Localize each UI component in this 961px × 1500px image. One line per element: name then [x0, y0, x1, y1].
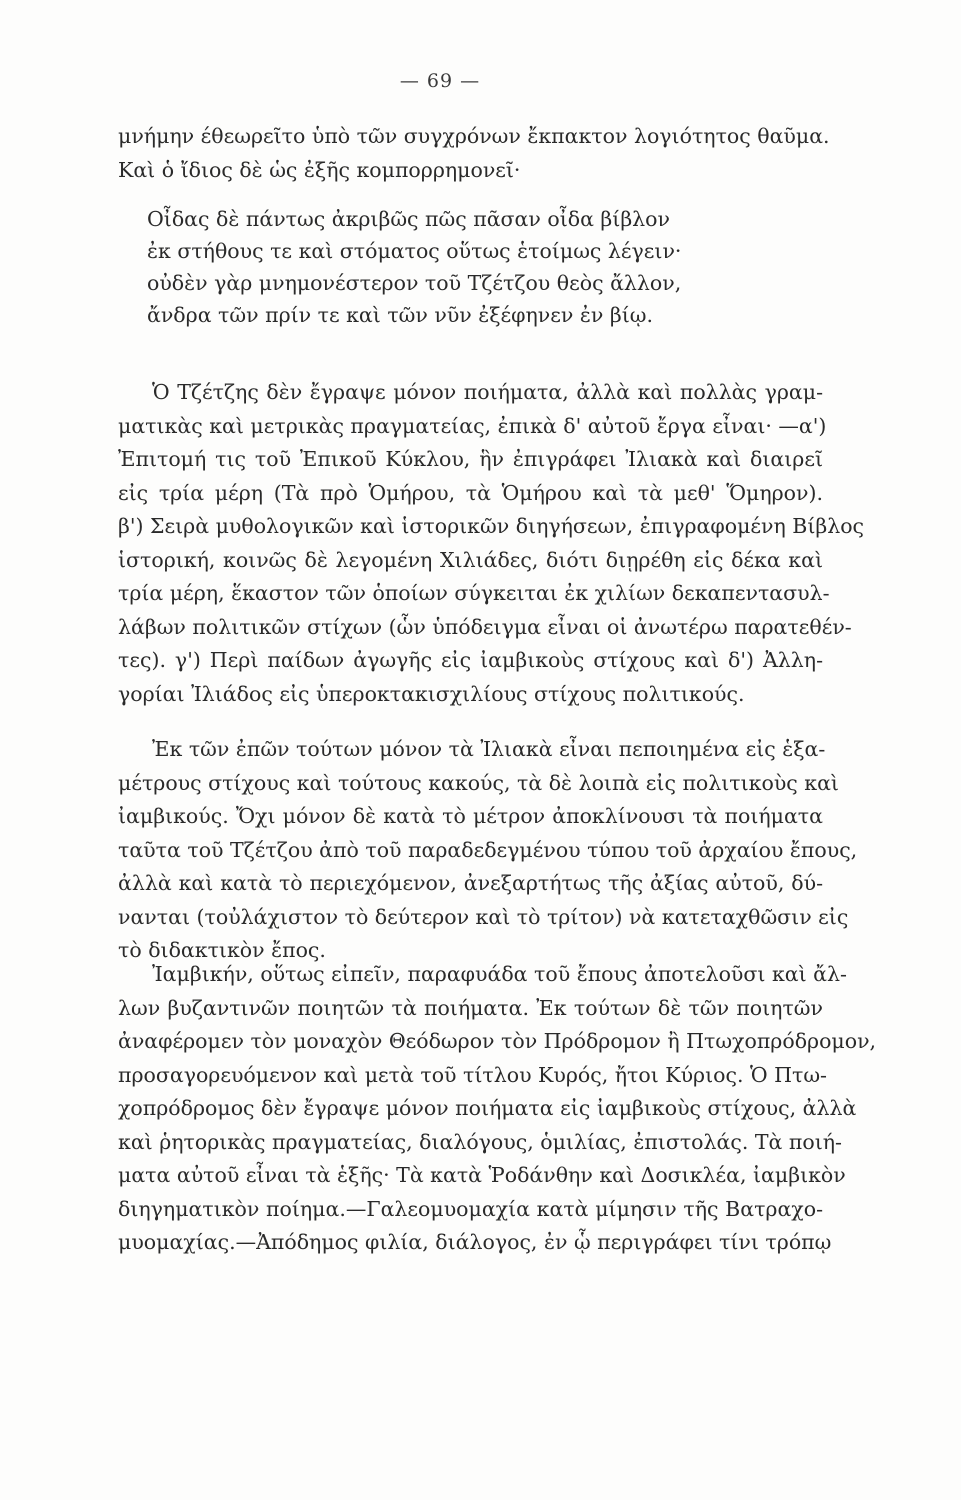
poem-line: ἐκ στήθους τε καὶ στόματος οὕτως ἑτοίμως λέγειν· — [147, 239, 682, 263]
text-line: ἀλλὰ καὶ κατὰ τὸ περιεχόμενον, ἀνεξαρτήτως τῆς ἀξίας αὐτοῦ, δύ- — [118, 871, 823, 895]
text-line: Ἐπιτομή τις τοῦ Ἐπικοῦ Κύκλου, ἣν ἐπιγράφει Ἰλιακὰ καὶ διαιρεῖ — [118, 447, 823, 471]
poem-line: ἄνδρα τῶν πρίν τε καὶ τῶν νῦν ἐξέφηνεν ἐν βίῳ. — [147, 303, 653, 327]
text-line: μυομαχίας.—Ἀπόδημος φιλία, διάλογος, ἐν ᾧ περιγράφει τίνι τρόπῳ — [118, 1230, 832, 1254]
paragraph-works-of-tzetzes — [118, 376, 865, 711]
text-line: Ἐκ τῶν ἐπῶν τούτων μόνον τὰ Ἰλιακὰ εἶναι πεποιημένα εἰς ἑξα- — [152, 737, 826, 761]
text-line: β') Σειρὰ μυθολογικῶν καὶ ἱστορικῶν διηγήσεων, ἐπιγραφομένη Βίβλος — [118, 514, 865, 538]
text-line: τὸ διδακτικὸν ἔπος. — [118, 938, 326, 962]
paragraph-intro — [118, 120, 830, 187]
text-line: νανται (τοὐλάχιστον τὸ δεύτερον καὶ τὸ τρίτον) νὰ κατεταχθῶσιν εἰς — [118, 904, 849, 929]
text-line: χοπρόδρομος δὲν ἔγραψε μόνον ποιήματα εἰς ἰαμβικοὺς στίχους, ἀλλὰ — [118, 1096, 857, 1120]
text-line: ἰαμβικούς. Ὄχι μόνον δὲ κατὰ τὸ μέτρον ἀποκλίνουσι τὰ ποιήματα — [118, 804, 823, 828]
quoted-poem — [147, 203, 727, 331]
text-line: λάβων πολιτικῶν στίχων (ὧν ὑπόδειγμα εἶναι οἱ ἀνωτέρω παρατεθέν- — [118, 614, 852, 639]
text-line: ταῦτα τοῦ Τζέτζου ἀπὸ τοῦ παραδεδεγμένου τύπου τοῦ ἀρχαίου ἔπους, — [118, 837, 858, 862]
paragraph-prodromos — [118, 958, 877, 1260]
text-line: εἰς τρία μέρη (Τὰ πρὸ Ὁμήρου, τὰ Ὁμήρου καὶ τὰ μεθ' Ὅμηρον). — [118, 480, 823, 505]
page-number: — 69 — — [399, 70, 481, 92]
poem-line: Οἶδας δὲ πάντως ἀκριβῶς πῶς πᾶσαν οἶδα βίβλον — [147, 207, 670, 231]
text-line: ματα αὐτοῦ εἶναι τὰ ἑξῆς· Τὰ κατὰ Ῥοδάνθην καὶ Δοσικλέα, ἰαμβικὸν — [118, 1163, 846, 1187]
text-line: ἀναφέρομεν τὸν μοναχὸν Θεόδωρον τὸν Πρόδρομον ἢ Πτωχοπρόδρομον, — [118, 1029, 877, 1053]
text-line: μνήμην έθεωρεῖτο ὑπὸ τῶν συγχρόνων ἔκπακτον λογιότητος θαῦμα. — [118, 124, 830, 148]
text-line: γορίαι Ἰλιάδος εἰς ὑπεροκτακισχιλίους στίχους πολιτικούς. — [118, 681, 745, 706]
text-line: μέτρους στίχους καὶ τούτους κακούς, τὰ δὲ λοιπὰ εἰς πολιτικοὺς καὶ — [118, 770, 839, 795]
text-line: προσαγορευόμενον καὶ μετὰ τοῦ τίτλου Κυρός, ἤτοι Κύριος. Ὁ Πτω- — [118, 1062, 827, 1087]
text-line: διηγηματικὸν ποίημα.—Γαλεομυομαχία κατὰ μίμησιν τῆς Βατραχο- — [118, 1196, 823, 1221]
text-line: λων βυζαντινῶν ποιητῶν τὰ ποιήματα. Ἐκ τούτων δὲ τῶν ποιητῶν — [118, 995, 823, 1020]
poem-line: οὐδὲν γὰρ μνημονέστερον τοῦ Τζέτζου θεὸς ἄλλον, — [147, 271, 682, 295]
text-line: Ἰαμβικήν, οὕτως εἰπεῖν, παραφυάδα τοῦ ἔπους ἀποτελοῦσι καὶ ἄλ- — [152, 962, 847, 986]
text-line: Ὁ Τζέτζης δὲν ἔγραψε μόνον ποιήματα, ἀλλὰ καὶ πολλὰς γραμ- — [152, 380, 823, 404]
text-line: τρία μέρη, ἕκαστον τῶν ὁποίων σύγκειται ἐκ χιλίων δεκαπεντασυλ- — [118, 581, 830, 605]
text-line: καὶ ῥητορικὰς πραγματείας, διαλόγους, ὁμιλίας, ἐπιστολάς. Τὰ ποιή- — [118, 1129, 842, 1154]
text-line: τες). γ') Περὶ παίδων ἀγωγῆς εἰς ἰαμβικοὺς στίχους καὶ δ') Ἀλλη- — [118, 648, 823, 672]
text-line: ἱστορική, κοινῶς δὲ λεγομένη Χιλιάδες, διότι διῃρέθη εἰς δέκα καὶ — [118, 547, 823, 572]
text-line: ματικὰς καὶ μετρικὰς πραγματείας, ἐπικὰ δ' αὐτοῦ ἔργα εἶναι· —α') — [118, 413, 827, 438]
text-line: Καὶ ὁ ἴδιος δὲ ὡς ἐξῆς κομπορρημονεῖ· — [118, 157, 521, 182]
paragraph-epic-meter — [118, 733, 858, 968]
